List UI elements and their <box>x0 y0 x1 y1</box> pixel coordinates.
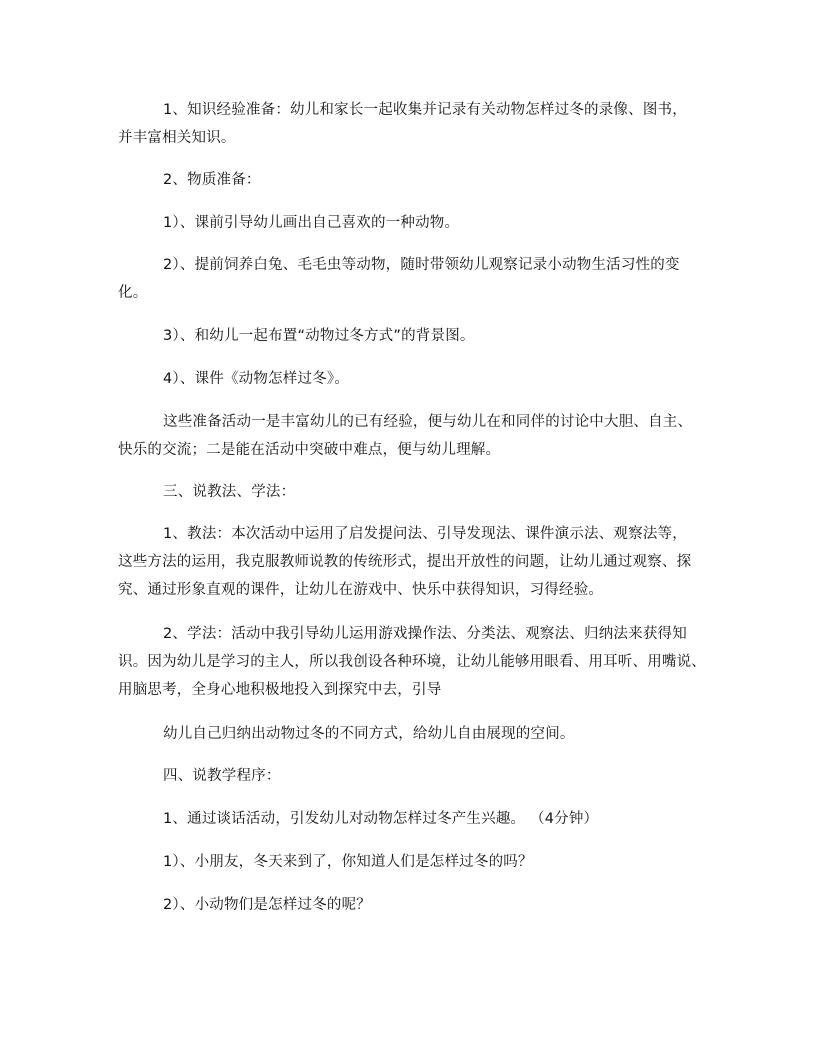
text-line: 化。 <box>118 285 148 301</box>
text-line: 4）、课件《动物怎样过冬》。 <box>163 371 350 387</box>
text-line: 1、通过谈话活动，引发幼儿对动物怎样过冬产生兴趣。 （4分钟） <box>163 811 599 827</box>
paragraph-question-2 <box>118 891 708 919</box>
paragraph-step-1 <box>118 805 708 833</box>
section-heading-procedure <box>118 762 708 790</box>
text-line: 这些方法的运用，我克服教师说教的传统形式，提出开放性的问题，让幼儿通过观察、探 <box>118 554 692 570</box>
paragraph-item-4 <box>118 365 708 393</box>
paragraph-preparation-summary <box>118 408 708 464</box>
text-line: 究、通过形象直观的课件，让幼儿在游戏中、快乐中获得知识，习得经验。 <box>118 582 604 598</box>
paragraph-item-1 <box>118 209 708 237</box>
paragraph-question-1 <box>118 848 708 876</box>
paragraph-knowledge-preparation <box>118 96 708 152</box>
text-line: 1）、小朋友，冬天来到了，你知道人们是怎样过冬的吗？ <box>163 854 533 870</box>
text-line: 识。因为幼儿是学习的主人，所以我创设各种环境，让幼儿能够用眼看、用耳听、用嘴说、 <box>118 654 706 670</box>
paragraph-teaching-method <box>118 520 708 604</box>
text-line: 3）、和幼儿一起布置“动物过冬方式”的背景图。 <box>163 328 475 344</box>
paragraph-item-3 <box>118 322 708 350</box>
text-line: 幼儿自己归纳出动物过冬的不同方式，给幼儿自由展现的空间。 <box>163 726 575 742</box>
text-line: 三、说教法、学法： <box>163 484 296 500</box>
section-heading-methods <box>118 478 708 506</box>
text-line: 用脑思考，全身心地积极地投入到探究中去，引导 <box>118 682 442 698</box>
text-line: 2、学法：活动中我引导幼儿运用游戏操作法、分类法、观察法、归纳法来获得知 <box>163 626 687 642</box>
text-line: 1、教法：本次活动中运用了启发提问法、引导发现法、课件演示法、观察法等， <box>163 526 687 542</box>
text-line: 2、物质准备： <box>163 172 261 188</box>
paragraph-learning-method-cont <box>118 720 708 748</box>
text-line: 1、知识经验准备：幼儿和家长一起收集并记录有关动物怎样过冬的录像、图书， <box>163 102 687 118</box>
text-line: 2）、提前饲养白兔、毛毛虫等动物，随时带领幼儿观察记录小动物生活习性的变 <box>163 257 680 273</box>
paragraph-learning-method <box>118 620 708 704</box>
text-line: 1）、课前引导幼儿画出自己喜欢的一种动物。 <box>163 215 460 231</box>
text-line: 四、说教学程序： <box>163 768 281 784</box>
text-line: 快乐的交流；二是能在活动中突破中难点，便与幼儿理解。 <box>118 442 501 458</box>
paragraph-item-2 <box>118 251 708 307</box>
text-line: 2）、小动物们是怎样过冬的呢？ <box>163 897 371 913</box>
text-line: 并丰富相关知识。 <box>118 130 236 146</box>
text-line: 这些准备活动一是丰富幼儿的已有经验，便与幼儿在和同伴的讨论中大胆、自主、 <box>163 414 693 430</box>
paragraph-material-preparation <box>118 166 708 194</box>
